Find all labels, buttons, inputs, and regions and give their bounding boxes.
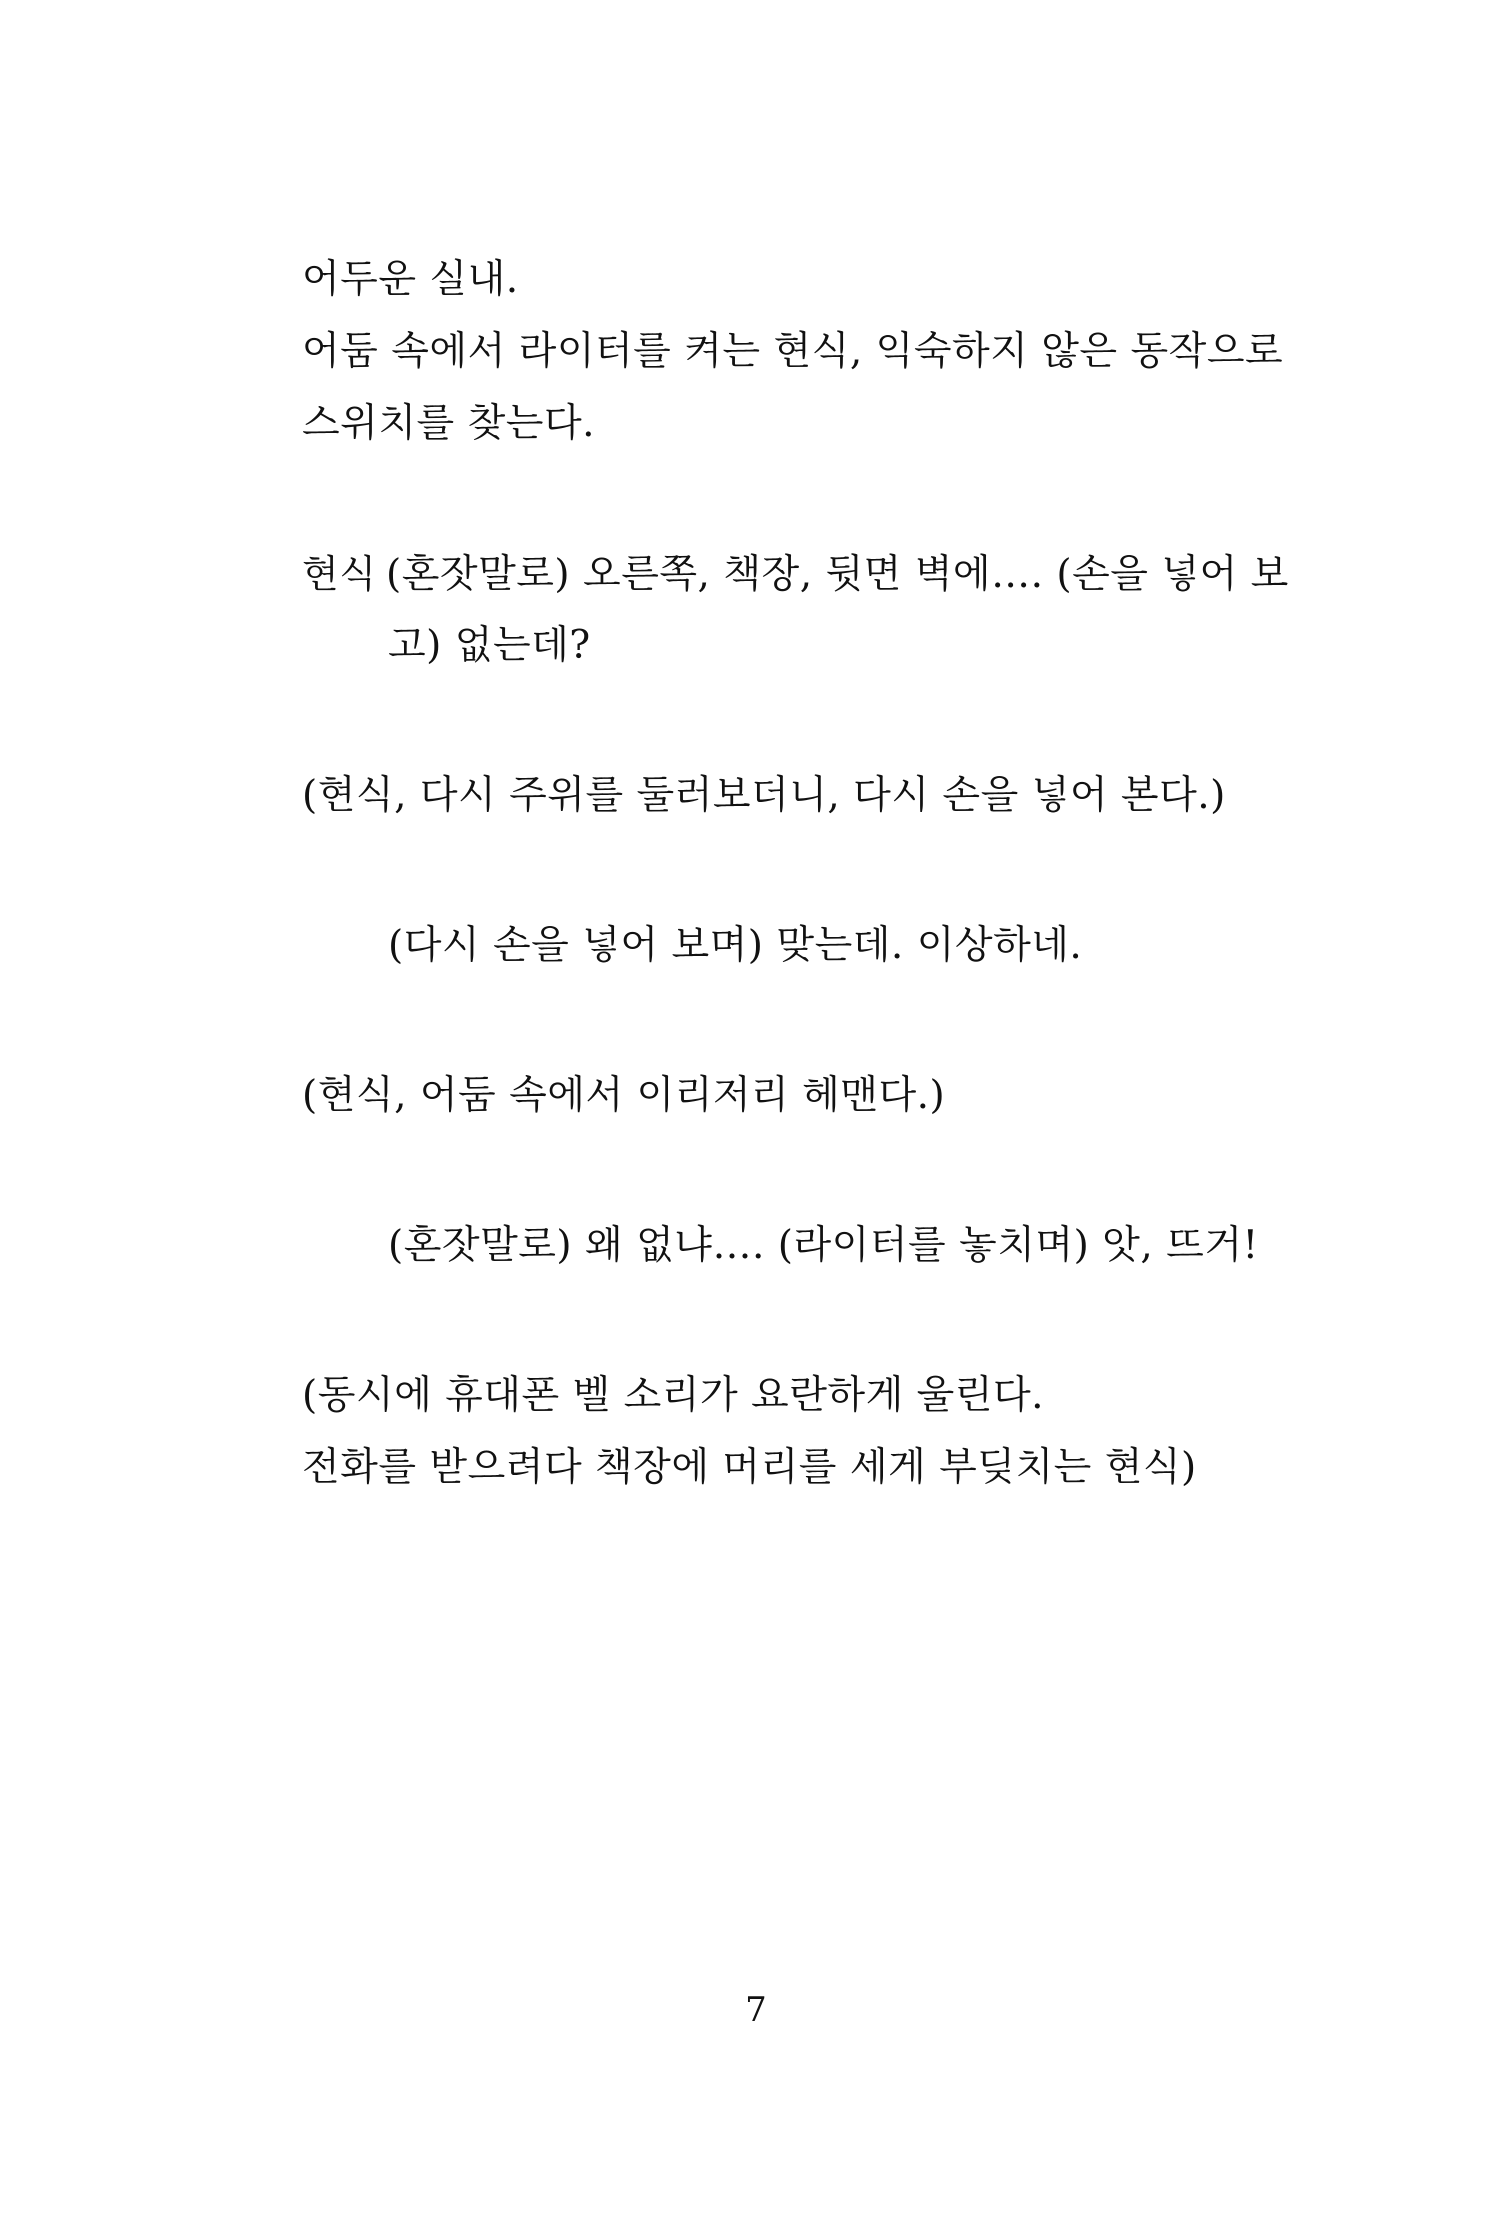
- dialogue-line-continued: 고) 없는데?: [388, 623, 591, 668]
- stage-direction-line: 어둠 속에서 라이터를 켜는 현식, 익숙하지 않은 동작으로: [302, 329, 1284, 374]
- speaker-name: 현식: [302, 552, 377, 596]
- dialogue-line: (혼잣말로) 왜 없냐…. (라이터를 놓치며) 앗, 뜨거!: [388, 1223, 1259, 1268]
- dialogue-line: [302, 548, 1289, 601]
- stage-direction-line: (현식, 어둠 속에서 이리저리 헤맨다.): [302, 1073, 946, 1118]
- page-number: 7: [745, 1990, 767, 2030]
- dialogue-line: (다시 손을 넣어 보며) 맞는데. 이상하네.: [388, 923, 1083, 968]
- stage-direction-line: (동시에 휴대폰 벨 소리가 요란하게 울린다.: [302, 1373, 1045, 1418]
- stage-direction-line: 전화를 받으려다 책장에 머리를 세게 부딪치는 현식): [302, 1445, 1197, 1490]
- stage-direction-line: 스위치를 찾는다.: [302, 401, 596, 446]
- stage-direction-line: 어두운 실내.: [302, 257, 519, 302]
- dialogue-text: (혼잣말로) 오른쪽, 책장, 뒷면 벽에…. (손을 넣어 보: [386, 552, 1289, 597]
- stage-direction-line: (현식, 다시 주위를 둘러보더니, 다시 손을 넣어 본다.): [302, 773, 1226, 818]
